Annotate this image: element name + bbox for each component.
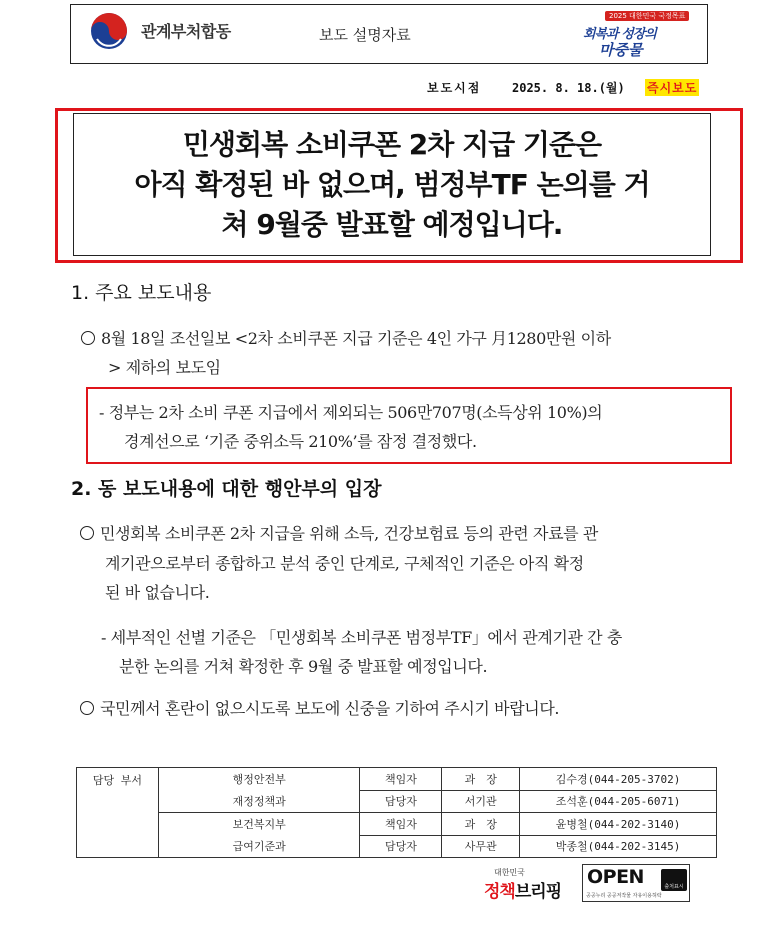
slogan-top: 2025 대한민국 국정목표 [605, 11, 689, 21]
table-row [77, 813, 717, 836]
section1-item1-text1: 8월 18일 조선일보 <2차 소비쿠폰 지급 기준은 4인 가구 月1280만원 이하 [101, 329, 611, 348]
briefing-main-accent: 정책 [484, 882, 515, 902]
role-cell: 책임자 [360, 768, 442, 791]
org-cell: 재정정책과 [158, 790, 360, 813]
attribution-badge-icon [661, 869, 687, 891]
section2-item1-line2: 계기관으로부터 종합하고 분석 중인 단계로, 구체적인 기준은 아직 확정 [105, 554, 584, 573]
circle-bullet-icon [81, 331, 95, 345]
title-box [73, 113, 711, 256]
release-label: 보도시점 [427, 81, 482, 95]
role-cell: 책임자 [360, 813, 442, 836]
open-subtext: 공공누리 공공저작물 자유이용허락 [586, 893, 662, 899]
kogl-open-logo [582, 864, 690, 902]
section2-item1-text1: 민생회복 소비쿠폰 2차 지급을 위해 소득, 건강보험료 등의 관련 자료를 관 [100, 524, 598, 543]
title-cell: 과 장 [442, 813, 520, 836]
dept-header: 담당 부서 [77, 768, 159, 858]
section2-item1-line3: 된 바 없습니다. [105, 583, 210, 602]
section1-item1-line2: > 제하의 보도임 [108, 358, 221, 377]
briefing-main-text [484, 877, 561, 902]
quote-highlight-frame [86, 387, 732, 464]
person-cell: 조석훈(044-205-6071) [520, 790, 717, 813]
org-cell: 보건복지부 [158, 813, 360, 836]
role-cell: 담당자 [360, 835, 442, 858]
title-line-1: 민생회복 소비쿠폰 2차 지급 기준은 [182, 127, 602, 161]
title-line-2: 아직 확정된 바 없으며, 범정부TF 논의를 거 [134, 167, 650, 201]
org-name: 관계부처합동 [141, 22, 231, 41]
person-cell: 박종철(044-202-3145) [520, 835, 717, 858]
section2-item2 [80, 696, 559, 719]
person-cell: 김수경(044-205-3702) [520, 768, 717, 791]
table-row [77, 835, 717, 858]
title-cell: 서기관 [442, 790, 520, 813]
doc-type: 보도 설명자료 [319, 26, 411, 44]
org-cell: 행정안전부 [158, 768, 360, 791]
briefing-small-text: 대한민국 [494, 868, 525, 877]
section2-sub-line1: - 세부적인 선별 기준은 「민생회복 소비쿠폰 범정부TF」에서 관계기관 간 충 [101, 628, 622, 647]
slogan-line2: 마중물 [599, 41, 643, 59]
section1-sub-line2: 경계선으로 ‘기준 중위소득 210%’를 잠정 결정했다. [124, 432, 477, 451]
section1-sub-line1: - 정부는 2차 소비 쿠폰 지급에서 제외되는 506만707명(소득상위 10%)의 [99, 403, 603, 422]
table-row [77, 768, 717, 791]
slogan-logo [579, 7, 697, 61]
policy-briefing-logo [484, 865, 574, 905]
section1-item1-line1 [81, 326, 611, 349]
circle-bullet-icon [80, 701, 94, 715]
title-cell: 과 장 [442, 768, 520, 791]
person-cell: 윤병철(044-202-3140) [520, 813, 717, 836]
open-text: OPEN [587, 866, 644, 888]
circle-bullet-icon [80, 526, 94, 540]
taegeuk-logo-icon [89, 11, 129, 51]
contact-table [76, 767, 717, 858]
section2-item1-line1 [80, 521, 598, 544]
table-row [77, 790, 717, 813]
release-type-badge: 즉시보도 [647, 81, 698, 95]
header-box [70, 4, 708, 64]
section2-item2-text: 국민께서 혼란이 없으시도록 보도에 신중을 기하여 주시기 바랍니다. [100, 699, 560, 718]
briefing-main-rest: 브리핑 [514, 882, 562, 902]
slogan-line1: 회복과 성장의 [583, 27, 656, 42]
role-cell: 담당자 [360, 790, 442, 813]
title-line-3: 쳐 9월중 발표할 예정입니다. [221, 207, 563, 241]
release-date: 2025. 8. 18.(월) [512, 81, 625, 95]
section2-sub-line2: 분한 논의를 거쳐 확정한 후 9월 중 발표할 예정입니다. [119, 657, 488, 676]
attribution-badge-label: 출처표시 [664, 884, 684, 890]
section1-heading: 1. 주요 보도내용 [71, 282, 212, 304]
title-cell: 사무관 [442, 835, 520, 858]
section2-heading: 2. 동 보도내용에 대한 행안부의 입장 [71, 478, 382, 500]
org-cell: 급여기준과 [158, 835, 360, 858]
